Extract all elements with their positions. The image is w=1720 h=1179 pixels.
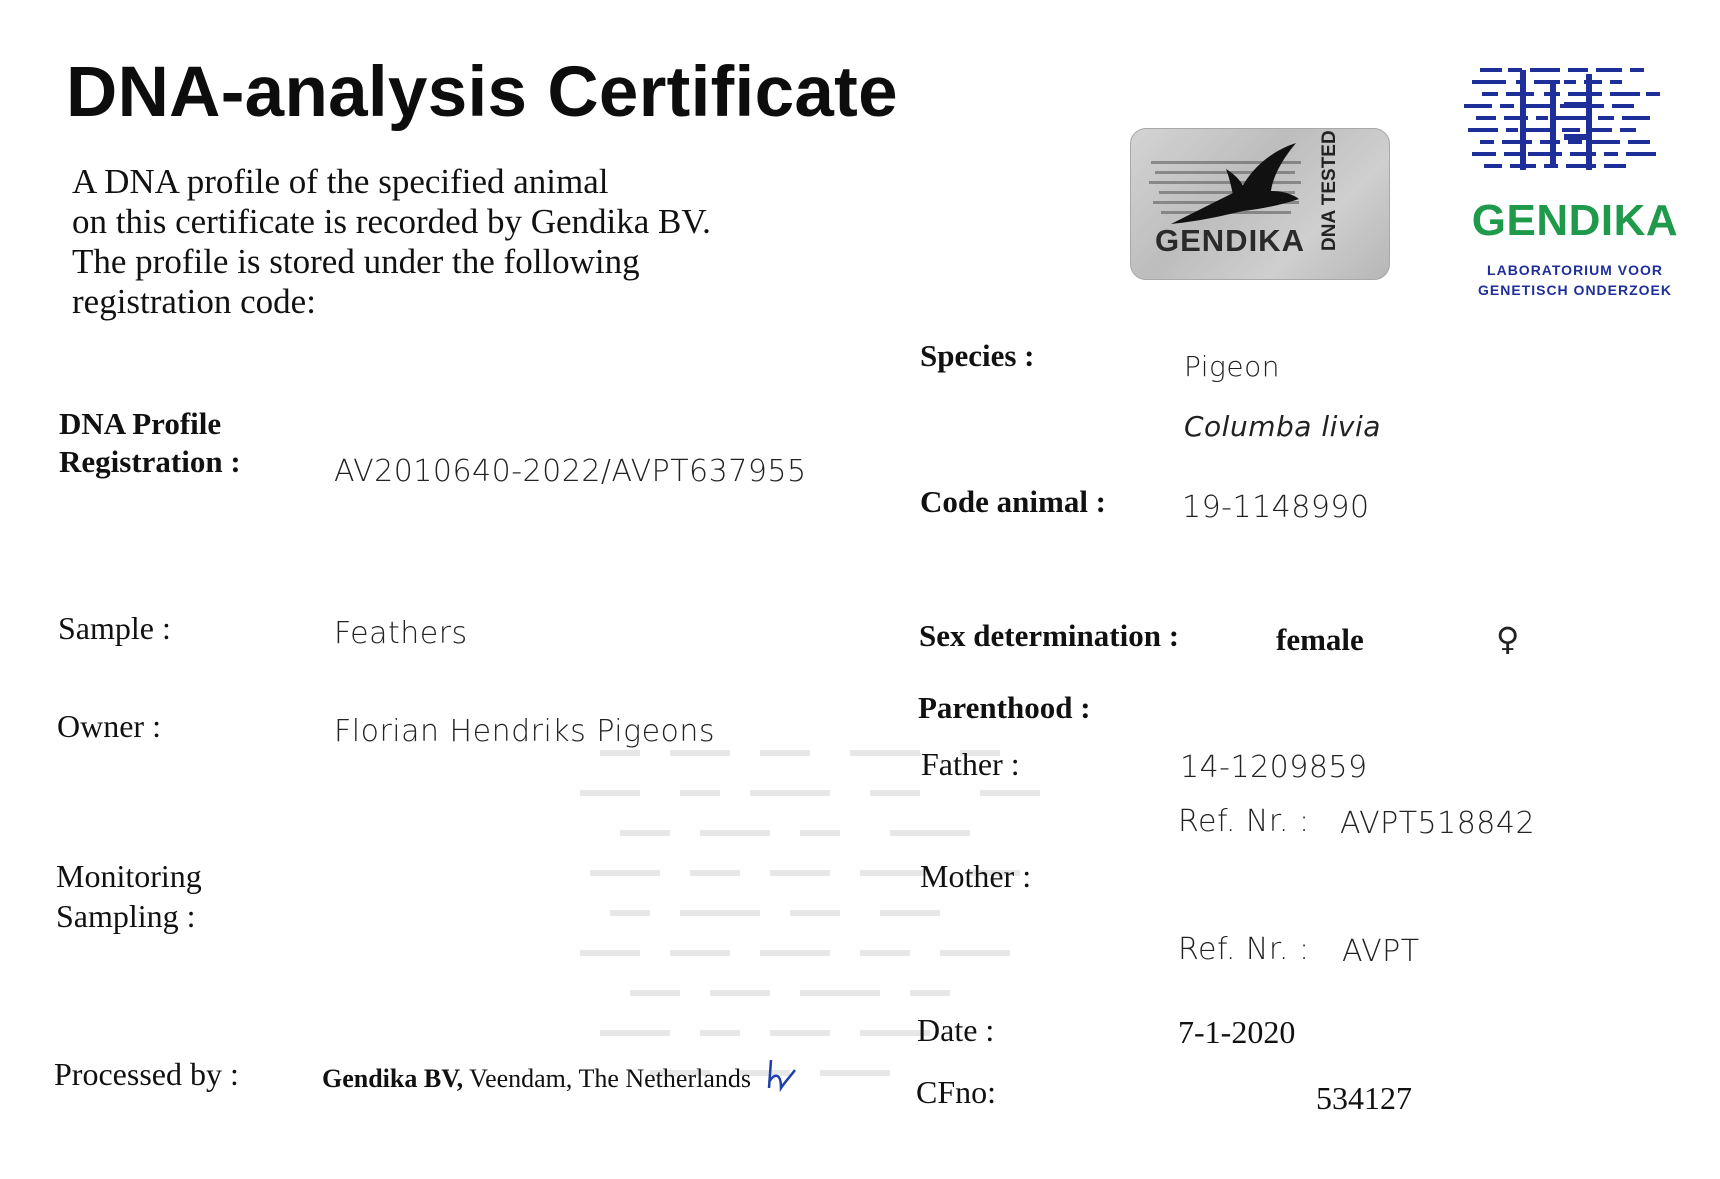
species-latin: Columba livia	[1184, 410, 1381, 443]
processed-company: Gendika BV,	[322, 1064, 464, 1093]
intro-line-2: on this certificate is recorded by Gendika BV.	[72, 202, 711, 241]
species-label: Species :	[920, 338, 1035, 373]
sticker-side-text: DNA TESTED	[1319, 130, 1340, 251]
species-common: Pigeon	[1184, 350, 1280, 383]
dna-profile-label-1: DNA Profile	[59, 406, 222, 441]
owner-label: Owner :	[57, 708, 161, 744]
cfno-label: CFno:	[916, 1074, 997, 1110]
monitoring-label-1: Monitoring	[56, 858, 202, 894]
dna-profile-label-2: Registration :	[59, 444, 241, 479]
background-pattern	[560, 740, 1120, 1110]
logo-line-2: GENETISCH ONDERZOEK	[1477, 282, 1672, 298]
certificate-title: DNA-analysis Certificate	[66, 53, 898, 132]
sex-value: female	[1276, 622, 1364, 657]
sex-determination-label: Sex determination :	[919, 618, 1180, 653]
dna-tested-sticker	[1130, 128, 1390, 280]
father-label: Father :	[921, 746, 1020, 782]
cfno-value: 534127	[1316, 1080, 1412, 1116]
logo-brand: GENDIKA	[1471, 196, 1679, 245]
mother-ref-label: Ref. Nr. :	[1178, 932, 1310, 967]
sample-label: Sample :	[58, 610, 171, 646]
intro-text	[72, 162, 832, 322]
gendika-logo	[1460, 62, 1680, 302]
date-label: Date :	[917, 1012, 995, 1048]
monitoring-label-2: Sampling :	[56, 898, 196, 934]
mother-label: Mother :	[920, 858, 1032, 894]
parenthood-label: Parenthood :	[918, 690, 1091, 725]
intro-line-1: A DNA profile of the specified animal	[72, 162, 609, 201]
mother-ref-value: AVPT	[1342, 934, 1420, 969]
processed-location: Veendam, The Netherlands	[463, 1064, 751, 1093]
initials-signature-icon	[765, 1058, 801, 1094]
sample-value: Feathers	[334, 616, 468, 651]
logo-line-1: LABORATORIUM VOOR	[1487, 262, 1663, 278]
father-value: 14-1209859	[1180, 750, 1368, 785]
intro-line-4: registration code:	[72, 282, 316, 321]
gendika-logo-mark-icon	[1460, 62, 1680, 192]
dna-profile-value: AV2010640-2022/AVPT637955	[334, 454, 807, 489]
father-ref-label: Ref. Nr. :	[1178, 804, 1310, 839]
sticker-brand: GENDIKA	[1155, 223, 1305, 258]
processed-label: Processed by :	[54, 1056, 239, 1092]
owner-value: Florian Hendriks Pigeons	[334, 714, 716, 749]
date-value: 7-1-2020	[1178, 1014, 1296, 1050]
father-ref-value: AVPT518842	[1340, 806, 1536, 841]
code-animal-value: 19-1148990	[1182, 490, 1370, 525]
code-animal-label: Code animal :	[920, 484, 1106, 519]
processed-value	[322, 1064, 751, 1094]
female-symbol-icon: ♀	[1496, 620, 1520, 658]
intro-line-3: The profile is stored under the following	[72, 242, 640, 281]
